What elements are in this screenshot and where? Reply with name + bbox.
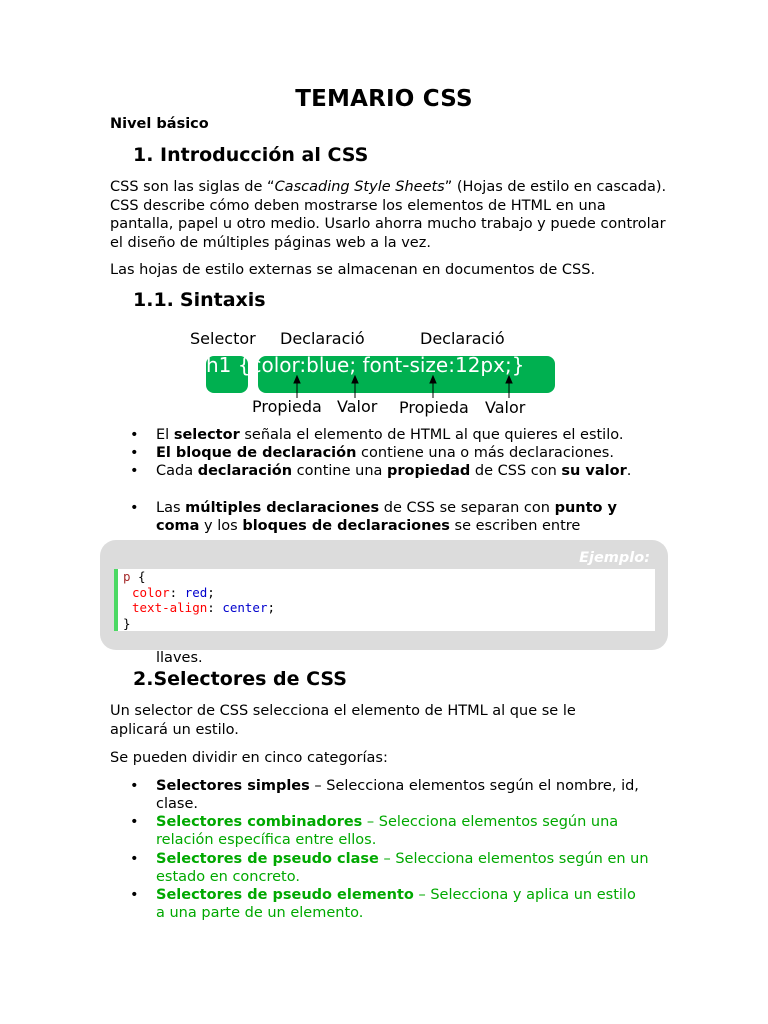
code-line-4: } (123, 615, 131, 631)
bullet-bold: múltiples declaraciones (185, 500, 380, 516)
selector-definition-paragraph: Un selector de CSS selecciona el elemento de HTML al que se le aplicará un estilo. (110, 703, 576, 738)
diagram-label-declaration-1: Declaració (280, 329, 365, 348)
intro-text-b: ” (Hojas de estilo en cascada). CSS describe cómo deben mostrarse los elementos de HTML en una pantalla, papel u otro medio. Usarlo ahorra mucho trabajo y puede controlar el diseño de múltiples páginas web a la vez. (110, 179, 667, 251)
bullet-bold: propiedad (387, 463, 471, 479)
bullet-text: Las (156, 500, 186, 516)
bullet-bold: punto y coma (156, 500, 617, 534)
list-item (110, 426, 670, 444)
bullet-icon: • (130, 500, 139, 516)
diagram-label-value-1: Valor (337, 397, 378, 416)
bullet-bold: declaración (197, 463, 293, 479)
code-line-2 (118, 585, 655, 601)
external-sheets-paragraph: Las hojas de estilo externas se almacenan en documentos de CSS. (110, 262, 596, 278)
bullet-text: contiene una o más declaraciones. (356, 445, 614, 461)
diagram-label-property-2: Propieda (399, 398, 469, 417)
example-code-block (114, 569, 655, 631)
list-item (110, 777, 670, 813)
categories-intro: Se pueden dividir en cinco categorías: (110, 750, 388, 766)
section-2-title: Selectores de CSS (153, 668, 347, 690)
list-item (110, 886, 670, 922)
bullet-icon: • (130, 463, 139, 479)
list-item (110, 462, 670, 480)
code-colon: : (169, 584, 185, 600)
bullet-text: contine una (292, 463, 388, 479)
list-item (110, 813, 670, 849)
code-line-1 (118, 569, 655, 585)
level-label: Nivel básico (110, 116, 209, 132)
code-selector: p (123, 569, 131, 584)
bullet-text: . (626, 463, 632, 479)
list-item (110, 444, 670, 462)
diagram-label-declaration-2: Declaració (420, 329, 505, 348)
code-colon: : (207, 600, 223, 615)
bullet-text: y los (199, 518, 243, 534)
code-property: color (132, 584, 170, 600)
category-name: Selectores simples (156, 778, 310, 794)
section-1-1-title: Sintaxis (179, 289, 266, 311)
bullet-text: se escriben entre (449, 518, 581, 534)
bullet-icon: • (130, 887, 139, 903)
intro-text-a: CSS son las siglas de “ (110, 179, 275, 195)
code-semicolon: ; (207, 584, 215, 600)
diagram-label-value-2: Valor (485, 398, 526, 417)
code-value: center (222, 600, 268, 615)
category-desc: – Selecciona elementos según el nombre, id, clase. (156, 778, 639, 812)
bullet-icon: • (130, 814, 139, 830)
code-property: text-align (132, 600, 208, 615)
category-desc: – Selecciona elementos según en un estado en concreto. (156, 851, 649, 885)
bullet-text: de CSS con (470, 463, 562, 479)
code-line-3 (118, 600, 655, 616)
category-name: Selectores de pseudo clase (156, 851, 379, 867)
code-brace-open: { (130, 569, 146, 584)
page-title: TEMARIO CSS (295, 86, 473, 112)
bullet-text: señala el elemento de HTML al que quieres el estilo. (239, 427, 624, 443)
syntax-code-text: h1 {color:blue; font-size:12px;} (206, 355, 525, 376)
bullet-bold: bloques de declaraciones (242, 518, 450, 534)
diagram-label-property-1: Propieda (252, 397, 322, 416)
bullet-continuation: llaves. (156, 650, 203, 666)
section-2-number: 2. (133, 668, 154, 690)
section-2-heading (133, 668, 347, 690)
diagram-arrows (0, 0, 768, 420)
bullet-icon: • (130, 427, 139, 443)
category-desc: – Selecciona y aplica un estilo a una parte de un elemento. (156, 887, 636, 921)
bullet-bold: selector (173, 427, 240, 443)
section-1-1-number: 1.1. (133, 289, 174, 311)
list-item (110, 499, 670, 535)
bullet-icon: • (130, 778, 139, 794)
bullet-text: Cada (156, 463, 198, 479)
category-desc: – Selecciona elementos según una relación específica entre ellos. (156, 814, 619, 848)
intro-text-italic: Cascading Style Sheets (274, 179, 445, 195)
bullet-text: de CSS se separan con (379, 500, 555, 516)
bullet-bold: su valor (561, 463, 627, 479)
bullet-icon: • (130, 445, 139, 461)
section-1-heading: 1. Introducción al CSS (133, 144, 369, 166)
diagram-label-selector: Selector (190, 329, 256, 348)
bullet-icon: • (130, 851, 139, 867)
bullet-bold: El bloque de declaración (156, 445, 357, 461)
list-item (110, 850, 670, 886)
code-value: red (184, 584, 208, 600)
category-name: Selectores de pseudo elemento (156, 887, 414, 903)
example-label: Ejemplo: (579, 550, 650, 566)
bullet-text: El (156, 427, 174, 443)
category-name: Selectores combinadores (156, 814, 363, 830)
code-semicolon: ; (267, 600, 276, 615)
